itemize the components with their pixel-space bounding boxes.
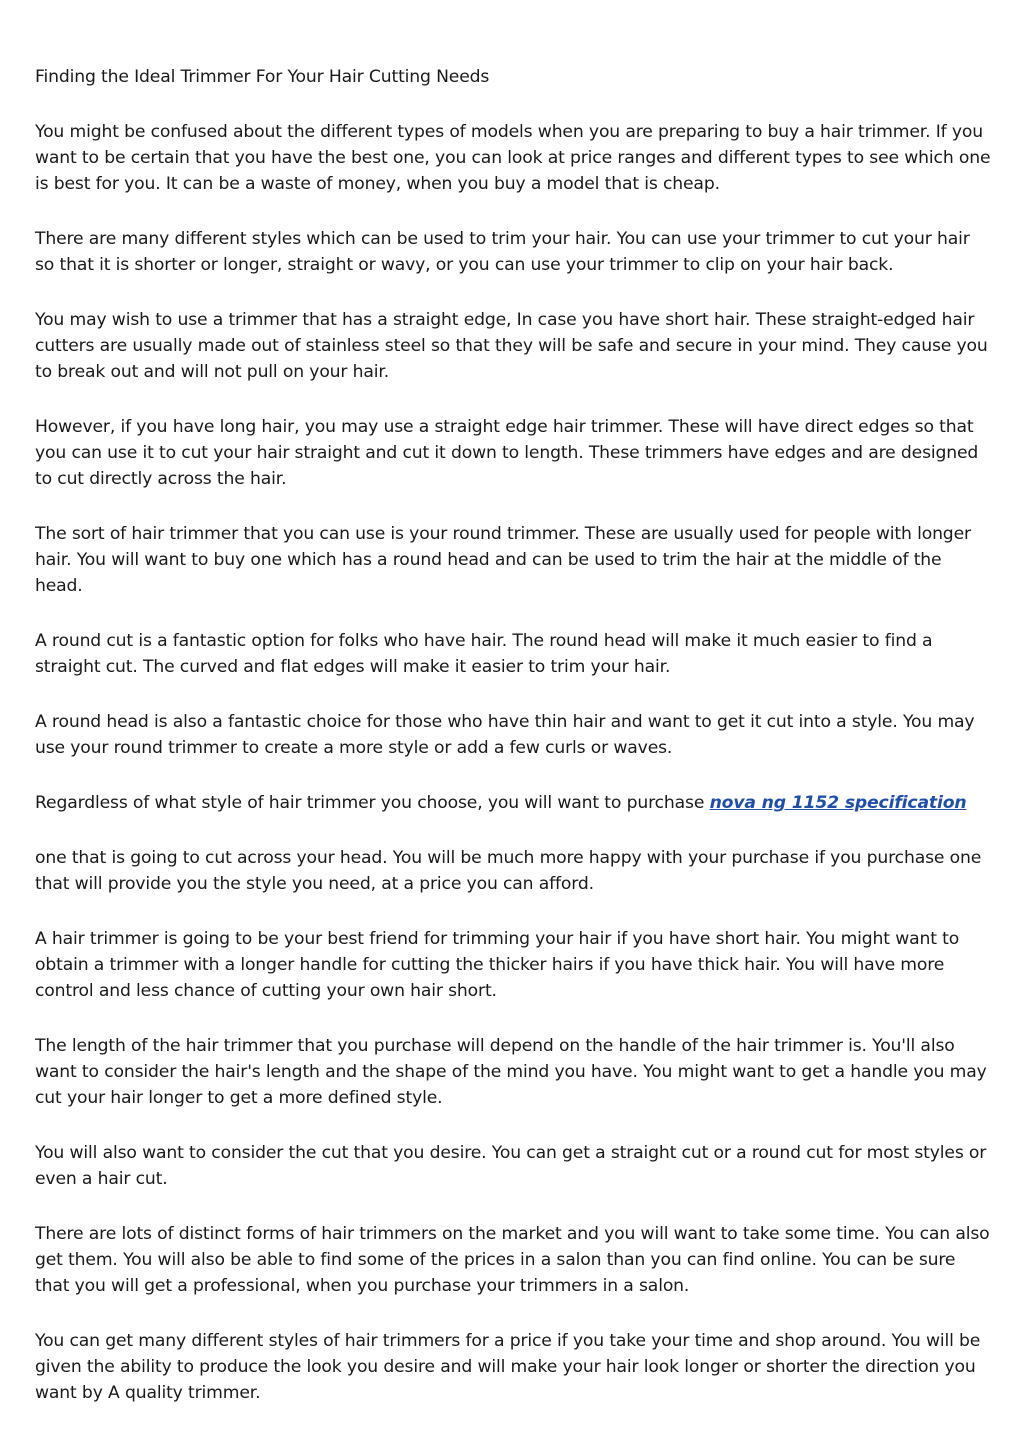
paragraph: A round head is also a fantastic choice for those who have thin hair and want to get it cut into a style. You may use your round trimmer to create a more style or add a few curls or waves. [35, 712, 975, 758]
link-paragraph-text: Regardless of what style of hair trimmer you choose, you will want to purchase [35, 793, 710, 813]
product-link[interactable]: nova ng 1152 specification [709, 793, 967, 813]
paragraph: There are many different styles which can be used to trim your hair. You can use your trimmer to cut your hair so that it is shorter or longer, straight or wavy, or you can use your trimmer to clip on your hair back. [35, 229, 970, 275]
paragraph: The sort of hair trimmer that you can use is your round trimmer. These are usually used for people with longer hair. You will want to buy one which has a round head and can be used to trim the hair at the middle of the head. [35, 524, 971, 596]
paragraph: You can get many different styles of hair trimmers for a price if you take your time and shop around. You will be given the ability to produce the look you desire and will make your hair look longer or shorter the direction you want by A quality trimmer. [35, 1331, 981, 1403]
paragraph: However, if you have long hair, you may use a straight edge hair trimmer. These will have direct edges so that you can use it to cut your hair straight and cut it down to length. These trimmers have edges and are designed to cut directly across the hair. [35, 417, 979, 489]
paragraph: A hair trimmer is going to be your best friend for trimming your hair if you have short hair. You might want to obtain a trimmer with a longer handle for cutting the thicker hairs if you have thick hair. You will have more control and less chance of cutting your own hair short. [35, 929, 960, 1001]
paragraph: one that is going to cut across your head. You will be much more happy with your purchase if you purchase one that will provide you the style you need, at a price you can afford. [35, 848, 982, 894]
paragraph: The length of the hair trimmer that you purchase will depend on the handle of the hair trimmer is. You'll also want to consider the hair's length and the shape of the mind you have. You might want to get a handle you may cut your hair longer to get a more defined style. [35, 1036, 987, 1108]
paragraph: You may wish to use a trimmer that has a straight edge, In case you have short hair. These straight-edged hair cutters are usually made out of stainless steel so that they will be safe and secure in your mind. They cause you to break out and will not pull on your hair. [35, 310, 988, 382]
paragraph: There are lots of distinct forms of hair trimmers on the market and you will want to take some time. You can also get them. You will also be able to find some of the prices in a salon than you can find online. You can be sure that you will get a professional, when you purchase your trimmers in a salon. [35, 1224, 990, 1296]
document-title: Finding the Ideal Trimmer For Your Hair Cutting Needs [35, 67, 490, 87]
paragraph: You might be confused about the different types of models when you are preparing to buy a hair trimmer. If you want to be certain that you have the best one, you can look at price ranges and different types to see which one is best for you. It can be a waste of money, when you buy a model that is cheap. [35, 122, 991, 194]
paragraph: A round cut is a fantastic option for folks who have hair. The round head will make it much easier to find a straight cut. The curved and flat edges will make it easier to trim your hair. [35, 631, 933, 677]
paragraph: You will also want to consider the cut that you desire. You can get a straight cut or a round cut for most styles or even a hair cut. [35, 1143, 987, 1189]
document-page [35, 64, 993, 1435]
link-paragraph [35, 790, 993, 816]
